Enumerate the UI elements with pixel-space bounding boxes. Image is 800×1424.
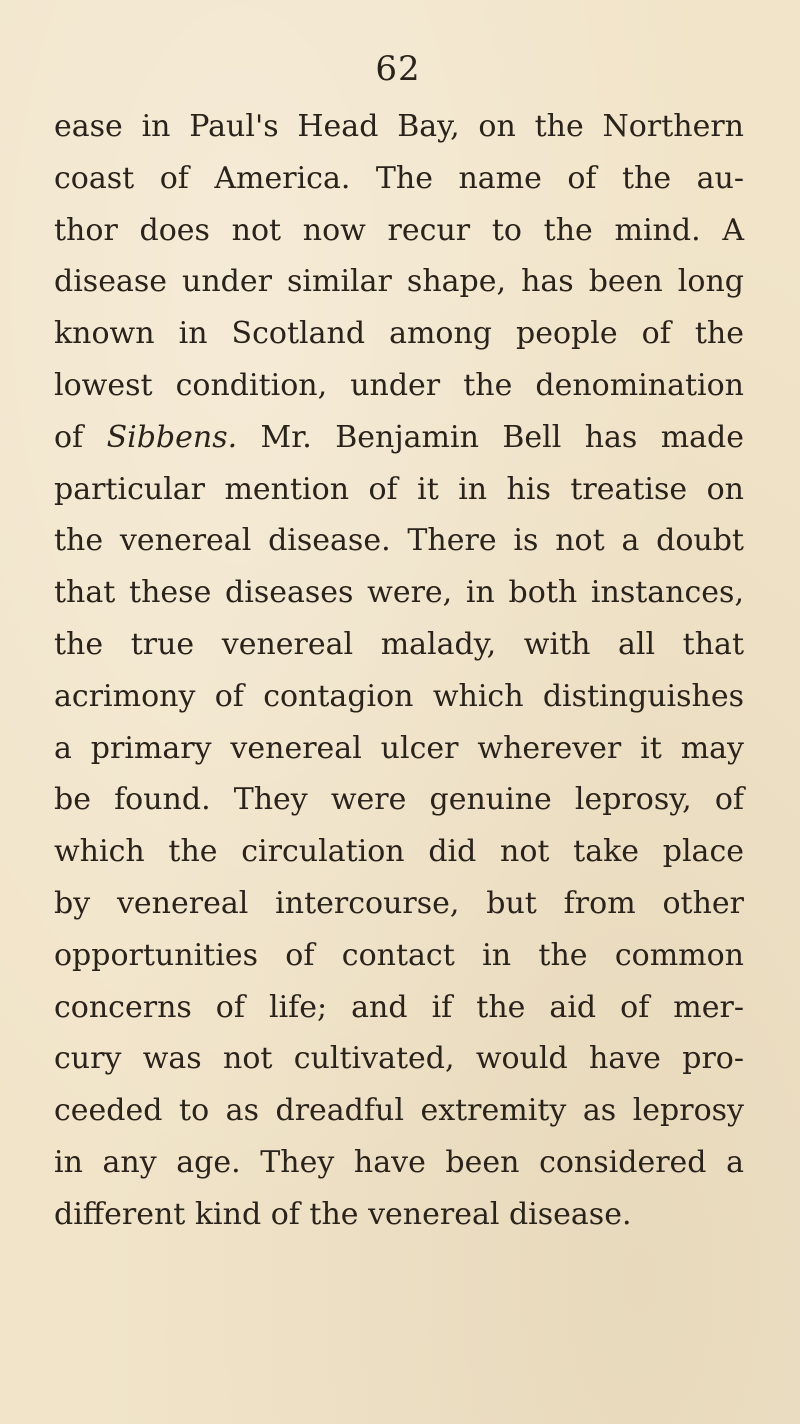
text-line: the venereal disease. There is not a doubt: [54, 523, 744, 559]
text-span: Mr. Benjamin Bell has made: [237, 419, 744, 455]
text-line: different kind of the venereal disease.: [54, 1196, 632, 1232]
text-line: particular mention of it in his treatise on: [54, 471, 744, 507]
text-line: acrimony of contagion which distinguishes: [54, 678, 744, 714]
italic-term: Sibbens.: [106, 419, 238, 455]
text-line: cury was not cultivated, would have pro-: [54, 1041, 744, 1077]
text-span: of: [54, 419, 107, 455]
page-number: 62: [375, 49, 421, 89]
text-line: ceeded to as dreadful extremity as leprosy: [54, 1093, 744, 1129]
text-line: known in Scotland among people of the: [54, 316, 744, 352]
text-line: the true venereal malady, with all that: [54, 626, 744, 662]
text-line: in any age. They have been considered a: [54, 1144, 744, 1180]
text-line: that these diseases were, in both instances,: [54, 575, 744, 611]
text-line: [54, 412, 744, 464]
text-line: opportunities of contact in the common: [54, 937, 744, 973]
text-line: a primary venereal ulcer wherever it may: [54, 730, 744, 766]
text-line: disease under similar shape, has been long: [54, 264, 744, 300]
text-line: concerns of life; and if the aid of mer-: [54, 989, 744, 1025]
body-text: [54, 101, 744, 1241]
text-line: which the circulation did not take place: [54, 834, 744, 870]
text-line: be found. They were genuine leprosy, of: [54, 782, 744, 818]
text-line: ease in Paul's Head Bay, on the Northern: [54, 109, 744, 144]
text-line: coast of America. The name of the au-: [54, 160, 744, 196]
text-line: thor does not now recur to the mind. A: [54, 212, 744, 248]
text-line: by venereal intercourse, but from other: [54, 885, 744, 921]
text-line: lowest condition, under the denomination: [54, 367, 744, 403]
